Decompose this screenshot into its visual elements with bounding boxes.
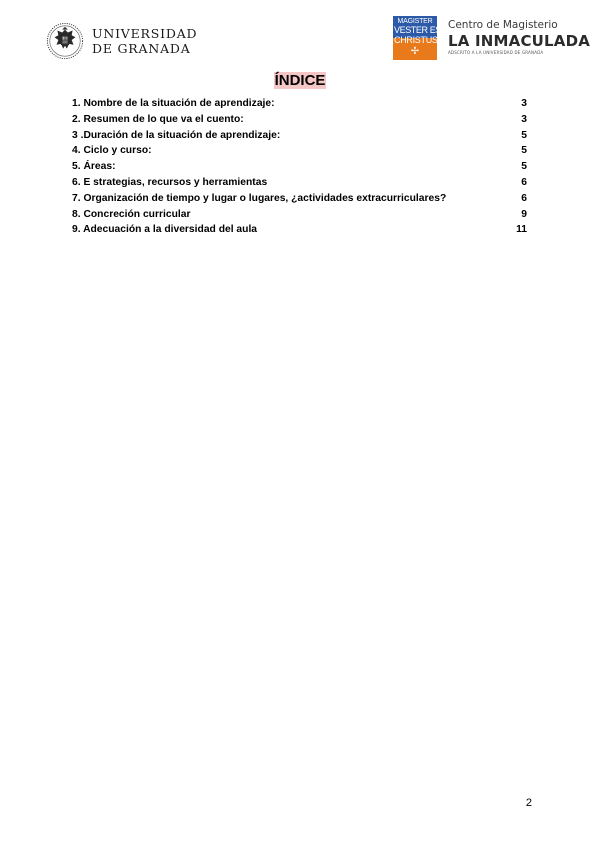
center-name	[448, 19, 590, 56]
toc-entry[interactable]	[72, 175, 527, 191]
center-logo	[393, 16, 590, 60]
center-name-line1: Centro de Magisterio	[448, 19, 558, 31]
table-of-contents	[72, 96, 527, 238]
toc-entry[interactable]	[72, 143, 527, 159]
toc-entry-label: 9. Adecuación a la diversidad del aula	[72, 224, 258, 236]
center-name-line3: ADSCRITO A LA UNIVERSIDAD DE GRANADA	[448, 50, 544, 55]
toc-entry-label: 7. Organización de tiempo y lugar o lugares, ¿actividades extracurriculares?	[72, 192, 447, 204]
emblem-text-2: VESTER EST	[394, 25, 447, 35]
toc-entry-label: 2. Resumen de lo que va el cuento:	[72, 113, 244, 125]
toc-entry-label: 5. Áreas:	[72, 161, 116, 173]
page-number: 2	[525, 797, 532, 809]
toc-entry-page: 5	[521, 161, 527, 173]
toc-entry-page: 9	[521, 208, 527, 220]
toc-entry-page: 6	[521, 192, 527, 204]
toc-entry[interactable]	[72, 207, 527, 223]
toc-entry[interactable]	[72, 96, 527, 112]
toc-entry[interactable]	[72, 222, 527, 238]
toc-entry-page: 3	[521, 98, 527, 109]
toc-entry-label: 6. E strategias, recursos y herramientas	[72, 176, 268, 188]
cross-icon: ✢	[410, 46, 420, 57]
emblem-text-1: MAGISTER	[397, 18, 433, 25]
toc-entry-page: 5	[521, 145, 527, 157]
center-name-line2: LA INMACULADA	[448, 32, 591, 50]
toc-entry-page: 3	[521, 113, 527, 125]
toc-title	[0, 72, 600, 90]
toc-entry-page: 6	[521, 176, 527, 188]
toc-entry-page: 11	[516, 224, 527, 236]
university-seal-icon	[46, 22, 84, 60]
toc-entry[interactable]	[72, 159, 527, 175]
emblem-text-3: CHRISTUS	[394, 35, 438, 45]
toc-entry-label: 3 .Duración de la situación de aprendizaje:	[72, 129, 281, 141]
university-logo	[46, 22, 197, 60]
center-emblem-icon	[393, 16, 447, 60]
university-name	[92, 26, 197, 56]
toc-title-text: ÍNDICE	[274, 72, 326, 89]
toc-entry-page: 5	[521, 129, 527, 141]
toc-entry[interactable]	[72, 112, 527, 128]
university-name-line2: DE GRANADA	[92, 41, 191, 56]
toc-entry-label: 4. Ciclo y curso:	[72, 145, 152, 157]
toc-entry[interactable]	[72, 128, 527, 144]
toc-entry[interactable]	[72, 191, 527, 207]
university-name-line1: UNIVERSIDAD	[92, 26, 198, 41]
toc-entry-label: 1. Nombre de la situación de aprendizaje:	[72, 98, 275, 109]
toc-entry-label: 8. Concreción curricular	[72, 208, 191, 220]
